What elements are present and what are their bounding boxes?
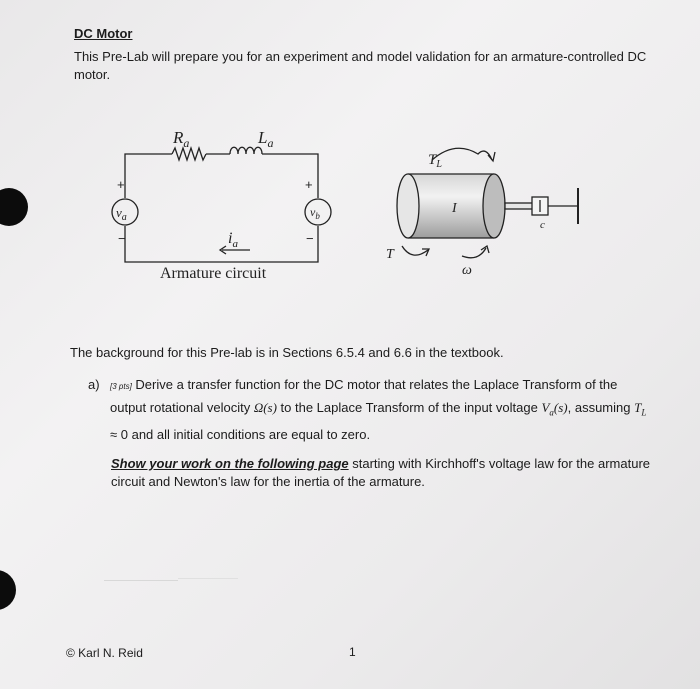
va-plus-sign: + bbox=[117, 177, 125, 192]
inductor-symbol bbox=[230, 147, 262, 154]
copyright-notice: © Karl N. Reid bbox=[66, 646, 143, 660]
circuit-caption: Armature circuit bbox=[160, 265, 267, 282]
omega-label: ω bbox=[462, 263, 472, 278]
background-reference: The background for this Pre-lab is in Sections 6.5.4 and 6.6 in the textbook. bbox=[70, 345, 504, 360]
motor-torque-label: T bbox=[386, 247, 394, 262]
vb-minus-sign: − bbox=[306, 231, 314, 246]
dc-motor-figure bbox=[0, 0, 700, 300]
omega-s-symbol: Ω(s) bbox=[253, 400, 277, 415]
page-title: DC Motor bbox=[74, 26, 133, 41]
vb-label: $v_b$ bbox=[310, 205, 320, 221]
question-letter: a) bbox=[88, 377, 100, 392]
question-a-text: [3 pts] Derive a transfer function for the DC motor that relates the Laplace Transform of the output rotational velocity Ω(s) to the Laplace Transform of the input voltage $V_a(s)$, assuming $T_L \approx 0$ and all initial conditions are equal to zero. bbox=[110, 377, 647, 442]
rotor-drawing bbox=[397, 148, 578, 258]
tl-symbol: $T_L$ bbox=[634, 400, 647, 418]
resistor-label: $R_a$ bbox=[173, 128, 190, 150]
armature-circuit bbox=[112, 147, 331, 262]
binder-hole-bottom bbox=[0, 570, 16, 610]
intro-text: This Pre-Lab will prepare you for an experiment and model validation for an armature-controlled DC motor. bbox=[74, 49, 647, 82]
points-badge: [3 pts] bbox=[110, 382, 132, 391]
load-torque-label: $T_L$ bbox=[428, 152, 442, 170]
current-label: $i_a$ bbox=[228, 230, 238, 250]
vb-plus-sign: + bbox=[305, 177, 313, 192]
va-s-symbol: $V_a(s)$ bbox=[541, 400, 568, 418]
motor-torque-arrow bbox=[402, 246, 428, 255]
inductor-label: $L_a$ bbox=[258, 128, 274, 150]
page-number: 1 bbox=[349, 645, 356, 659]
rotor-end-face bbox=[397, 174, 419, 238]
work-emphasis: Show your work on the following page bbox=[111, 456, 349, 471]
show-through-line bbox=[104, 580, 178, 581]
damping-label: c bbox=[540, 219, 545, 231]
va-label: $v_a$ bbox=[116, 205, 127, 223]
va-minus-sign: − bbox=[118, 231, 126, 246]
show-through-line-2 bbox=[178, 578, 238, 579]
inertia-label: I bbox=[452, 201, 457, 216]
work-instructions: Show your work on the following page starting with Kirchhoff's voltage law for the armature circuit and Newton's law for the inertia of the armature. bbox=[111, 456, 651, 489]
